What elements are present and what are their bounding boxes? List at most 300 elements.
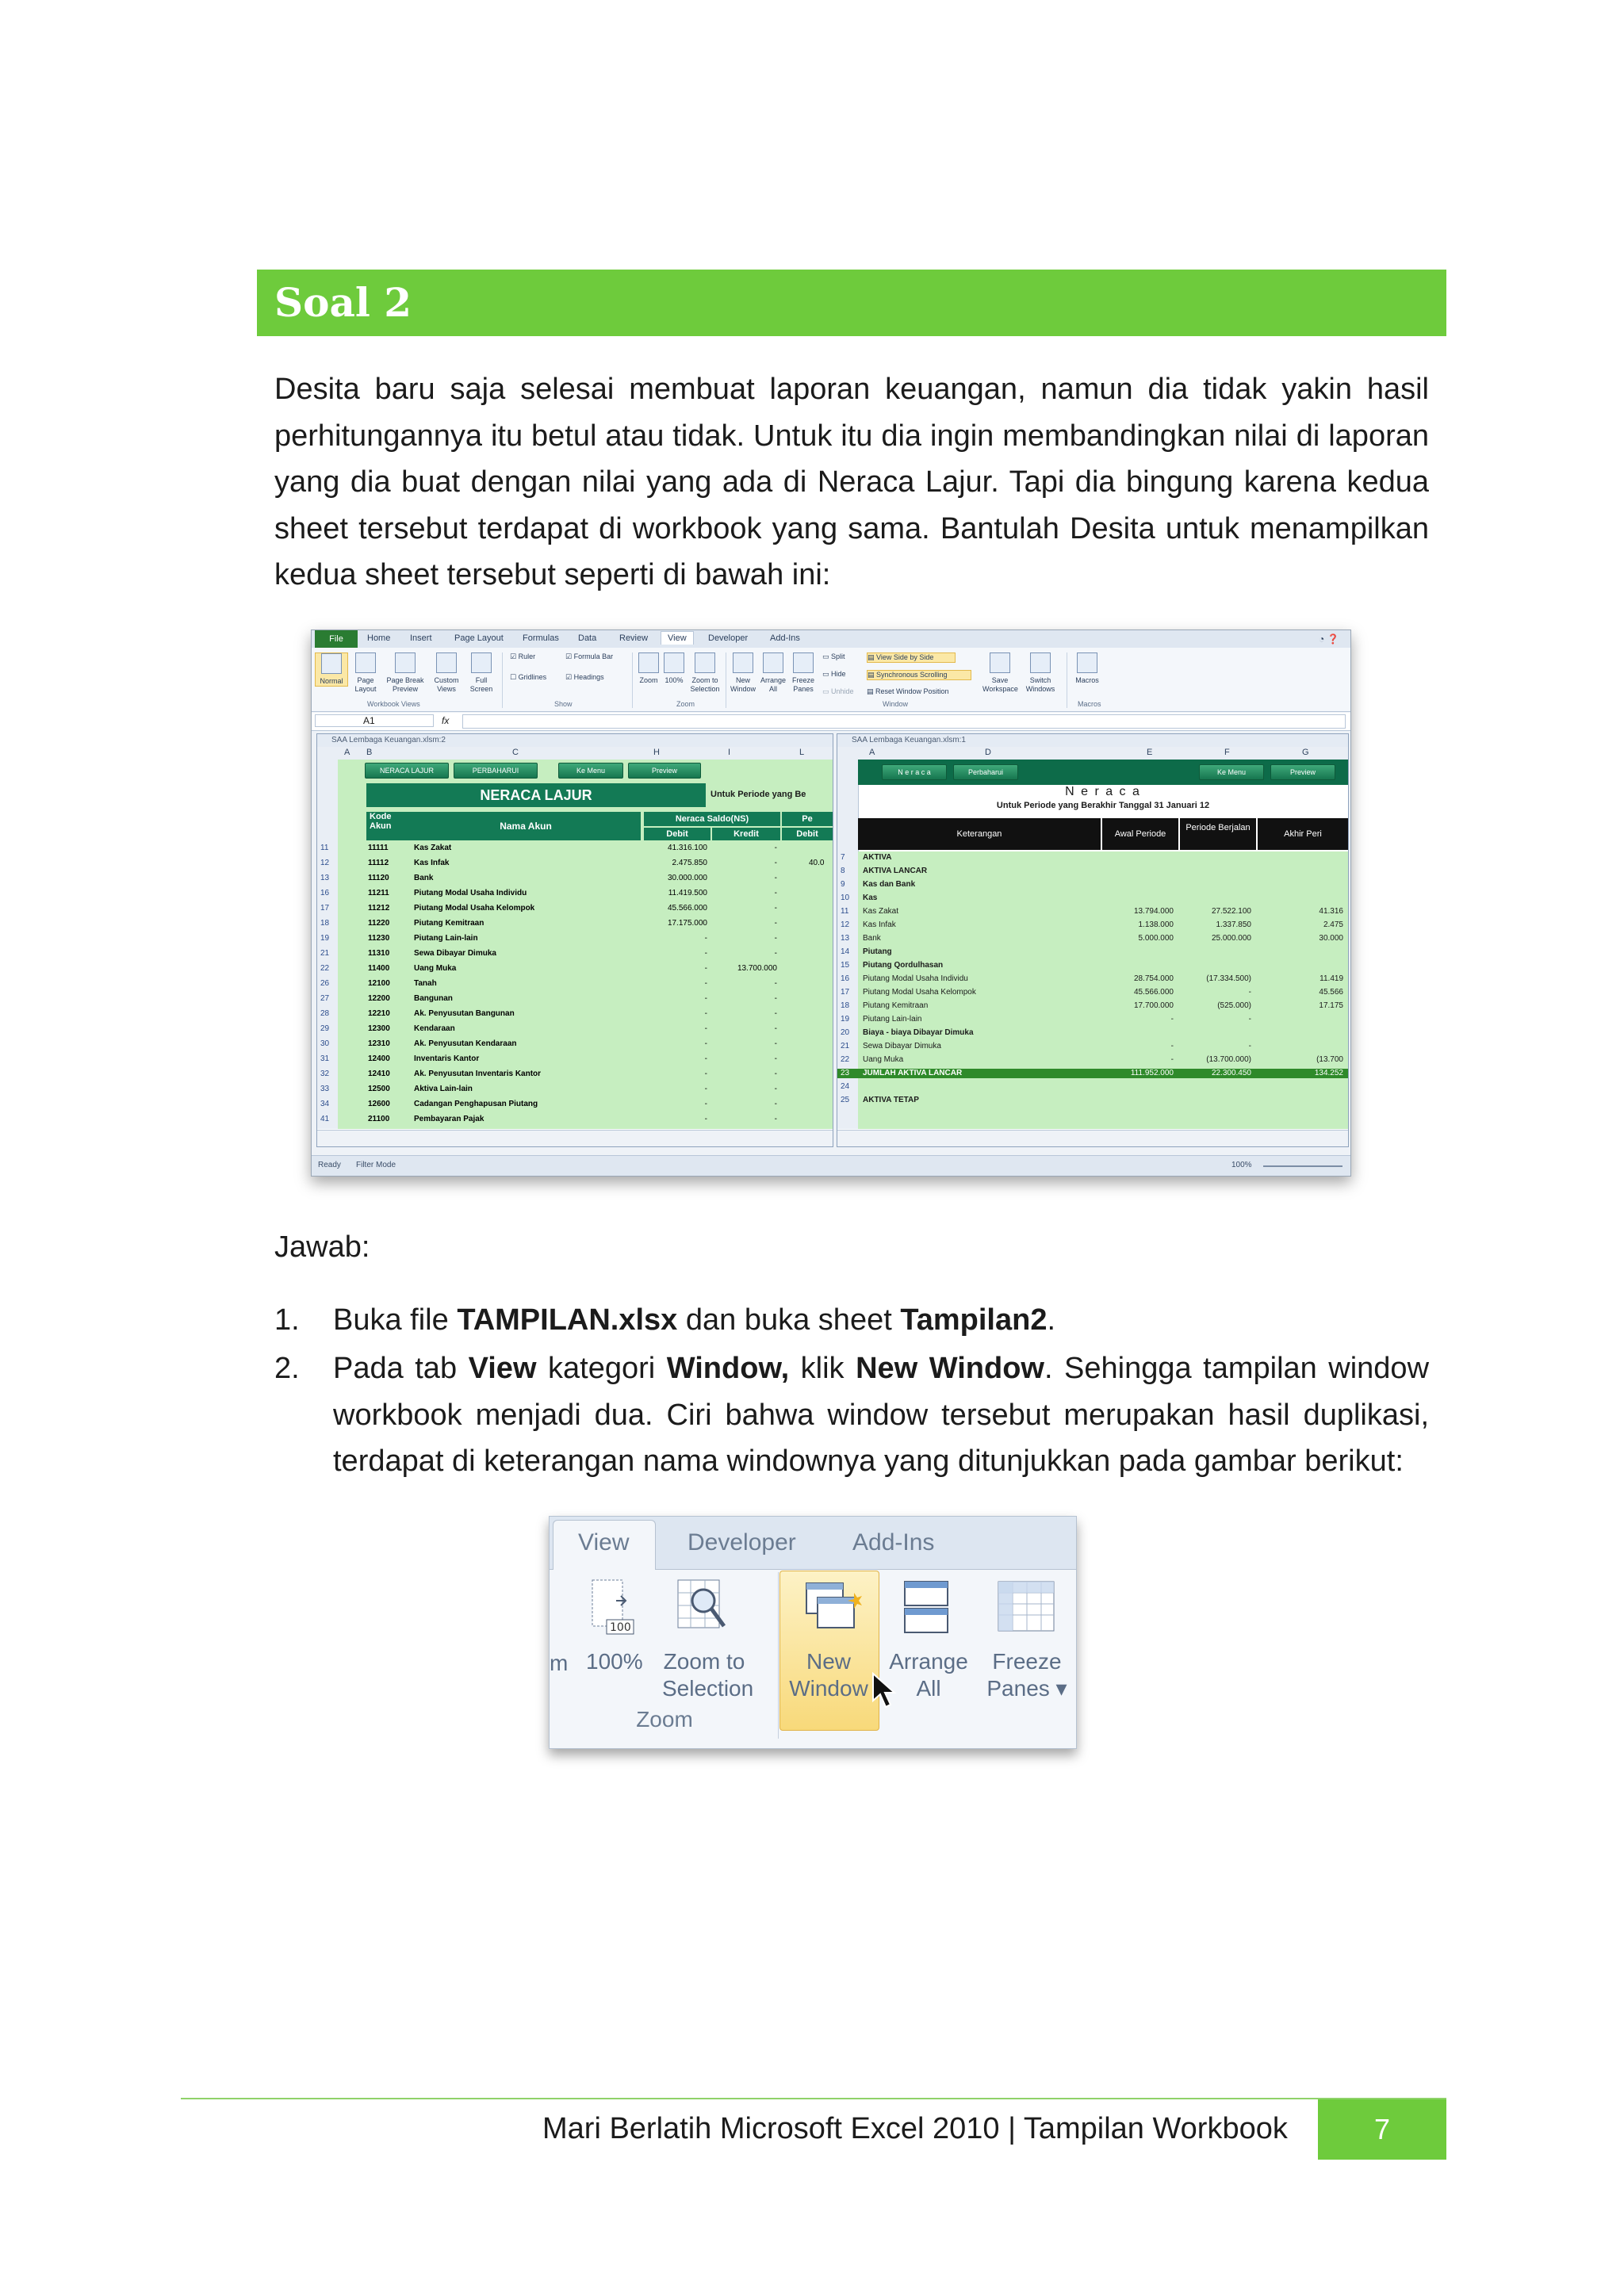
- cell-kode-akun: 12100: [368, 979, 390, 988]
- cell-kredit: -: [774, 844, 777, 852]
- cell-periode-berjalan: (525.000): [1217, 1001, 1251, 1010]
- normal-view-icon: [321, 653, 342, 674]
- cell-kredit: -: [774, 859, 777, 867]
- table-row[interactable]: [837, 988, 1348, 997]
- split-button[interactable]: ▭ Split: [822, 652, 845, 660]
- cell-kredit: -: [774, 1054, 777, 1063]
- cell-awal-periode: 17.700.000: [1133, 1001, 1174, 1010]
- zoom-to-selection-button[interactable]: Zoom to Selection: [688, 652, 722, 694]
- row-number: 8: [841, 867, 845, 875]
- zoom-icon: [638, 652, 659, 673]
- intro-text: Desita baru saja selesai membuat laporan keuangan, namun dia tidak yakin hasil perhitungannya itu betul atau tidak. Untuk itu dia ingin membandingkan nilai di laporan yang dia buat dengan nilai yang ada di Neraca Lajur. Tapi dia bingung karena kedua sheet tersebut terdapat di workbook yang sama. Bantulah Desita untuk menampilkan kedua sheet tersebut seperti di bawah ini:: [274, 373, 1429, 591]
- cell-awal-periode: -: [1170, 1015, 1174, 1024]
- freeze-panes-icon: [995, 1578, 1059, 1639]
- cell-kode-akun: 11120: [368, 874, 389, 882]
- right-column-headers: A D E F G: [837, 747, 1348, 760]
- cell-nama-akun: Piutang Lain-lain: [414, 934, 478, 943]
- synchronous-scrolling-button[interactable]: ▤ Synchronous Scrolling: [867, 670, 971, 680]
- full-screen-icon: [471, 652, 492, 673]
- zoom-100-button[interactable]: 100%: [662, 652, 686, 685]
- row-number: 34: [320, 1100, 330, 1108]
- row-number: 22: [320, 964, 330, 973]
- cell-debit: -: [704, 1054, 707, 1063]
- row-number: 22: [841, 1055, 850, 1064]
- full-screen-button[interactable]: Full Screen: [465, 652, 497, 694]
- table-row[interactable]: [317, 949, 833, 959]
- cell-kredit: -: [774, 1085, 777, 1093]
- row-number: 11: [841, 907, 849, 916]
- tab-view[interactable]: View: [661, 631, 694, 645]
- view-side-by-side-button[interactable]: ▤ View Side by Side: [867, 652, 956, 663]
- zoom-group-label: Zoom: [636, 1707, 693, 1732]
- cell-kode-akun: 21100: [368, 1115, 390, 1123]
- new-window-icon: [802, 1578, 865, 1637]
- row-number: 9: [841, 880, 845, 889]
- tab-page-layout[interactable]: Page Layout: [454, 633, 504, 643]
- table-row[interactable]: [837, 934, 1348, 943]
- cell-debit: -: [704, 1100, 707, 1108]
- cell-awal-periode: 1.138.000: [1138, 920, 1174, 929]
- neraca-title: N e r a c a: [1065, 785, 1141, 798]
- formula-bar-checkbox[interactable]: ☑ Formula Bar: [565, 652, 614, 660]
- cell-kode-akun: 12300: [368, 1024, 390, 1033]
- tab-add-ins[interactable]: Add-Ins: [770, 633, 800, 643]
- arrange-all-button[interactable]: Arrange All: [889, 1649, 968, 1701]
- row-number: 11: [320, 844, 329, 852]
- cell-debit: -: [704, 994, 707, 1003]
- cell-debit: -: [704, 1070, 707, 1078]
- perbaharui-button[interactable]: PERBAHARUI: [454, 763, 538, 779]
- table-row[interactable]: [317, 1054, 833, 1064]
- row-number: 10: [841, 894, 850, 902]
- cell-keterangan: AKTIVA LANCAR: [863, 867, 928, 875]
- table-row[interactable]: [317, 919, 833, 928]
- cell-kode-akun: 11220: [368, 919, 390, 928]
- preview-button[interactable]: Preview: [628, 763, 701, 779]
- closeup-tab-view[interactable]: View: [578, 1529, 630, 1556]
- ribbon-separator: [632, 652, 633, 708]
- cell-kredit: -: [774, 934, 777, 943]
- header-kode-akun: Kode Akun: [366, 812, 411, 840]
- table-row[interactable]: [837, 880, 1348, 890]
- cell-kredit: -: [774, 904, 777, 913]
- cell-debit: -: [704, 949, 707, 958]
- row-number: 31: [320, 1054, 330, 1063]
- freeze-panes-button[interactable]: Freeze Panes: [789, 652, 818, 694]
- table-row[interactable]: [317, 1009, 833, 1019]
- ruler-checkbox[interactable]: ☑ Ruler: [510, 652, 536, 660]
- cell-nama-akun: Ak. Penyusutan Kendaraan: [414, 1039, 517, 1048]
- step-2-number: 2.: [274, 1352, 300, 1385]
- cell-kode-akun: 11310: [368, 949, 390, 958]
- cell-debit: -: [704, 964, 707, 973]
- table-row[interactable]: [837, 1042, 1348, 1051]
- cell-awal-periode: 45.566.000: [1133, 988, 1174, 997]
- table-row[interactable]: [317, 904, 833, 913]
- cell-debit: -: [704, 1039, 707, 1048]
- ribbon-separator: [502, 652, 503, 708]
- group-window: Window: [883, 700, 909, 708]
- cell-kredit: -: [774, 1039, 777, 1048]
- excel-screenshot: [311, 629, 1351, 1177]
- status-ready: Ready: [318, 1161, 341, 1169]
- row-number: 23: [841, 1069, 850, 1077]
- table-row[interactable]: [317, 859, 833, 868]
- cell-debit: 2.475.850: [672, 859, 707, 867]
- cell-kode-akun: 11400: [368, 964, 390, 973]
- save-workspace-icon: [990, 652, 1010, 673]
- switch-windows-button[interactable]: Switch Windows: [1021, 652, 1060, 694]
- cell-nama-akun: Kas Infak: [414, 859, 450, 867]
- cell-debit: 11.419.500: [668, 889, 707, 897]
- zoom-button[interactable]: Zoom: [637, 652, 661, 685]
- formula-bar: [312, 713, 1350, 731]
- group-zoom: Zoom: [676, 700, 695, 708]
- row-number: 21: [320, 949, 330, 958]
- row-number: 12: [841, 920, 850, 929]
- header-pe: Pe: [782, 812, 833, 826]
- row-number: 20: [841, 1028, 850, 1037]
- cell-nama-akun: Kendaraan: [414, 1024, 455, 1033]
- tab-file[interactable]: File: [315, 630, 358, 648]
- left-period-label: Untuk Periode yang Be: [710, 790, 806, 799]
- cell-nama-akun: Bangunan: [414, 994, 453, 1003]
- cell-keterangan: Uang Muka: [863, 1055, 904, 1064]
- cell-kode-akun: 11111: [368, 844, 389, 852]
- table-row[interactable]: [837, 1082, 1348, 1092]
- cell-nama-akun: Aktiva Lain-lain: [414, 1085, 473, 1093]
- ribbon: [312, 648, 1350, 712]
- tab-review[interactable]: Review: [619, 633, 649, 643]
- cell-akhir-periode: 41.316: [1319, 907, 1343, 916]
- row-number: 17: [841, 988, 850, 997]
- table-row[interactable]: [837, 920, 1348, 930]
- row-number: 13: [841, 934, 850, 943]
- table-row[interactable]: [837, 867, 1348, 876]
- cell-kode-akun: 12500: [368, 1085, 390, 1093]
- help-icon[interactable]: ◔ ❓: [1319, 633, 1339, 645]
- table-row[interactable]: [837, 1055, 1348, 1065]
- cell-kode-akun: 11212: [368, 904, 390, 913]
- ke-menu-button[interactable]: Ke Menu: [1199, 764, 1264, 780]
- cell-kredit: -: [774, 1100, 777, 1108]
- table-row[interactable]: [837, 907, 1348, 916]
- macros-icon: [1077, 652, 1097, 673]
- row-number: 18: [841, 1001, 850, 1010]
- header-neraca-saldo: Neraca Saldo(NS): [644, 812, 780, 826]
- group-show: Show: [554, 700, 573, 708]
- header-keterangan: Keterangan: [858, 818, 1101, 850]
- cell-debit: 30.000.000: [667, 874, 707, 882]
- cell-periode-berjalan: -: [1248, 1015, 1251, 1024]
- zoom-to-selection-icon: [675, 1577, 730, 1640]
- zoom-to-selection-button[interactable]: Zoom to Selection: [662, 1649, 754, 1701]
- row-number: 32: [320, 1070, 330, 1078]
- cell-keterangan: Piutang: [863, 947, 892, 956]
- cell-keterangan: JUMLAH AKTIVA LANCAR: [863, 1069, 963, 1077]
- right-horizontal-scrollbar[interactable]: [837, 1130, 1348, 1146]
- cell-nama-akun: Piutang Kemitraan: [414, 919, 485, 928]
- neraca-lajur-button[interactable]: NERACA LAJUR: [365, 763, 449, 779]
- hide-button[interactable]: ▭ Hide: [822, 670, 846, 678]
- formula-input[interactable]: [462, 714, 1346, 729]
- page-number: 7: [1318, 2099, 1446, 2160]
- cell-akhir-periode: (13.700: [1316, 1055, 1343, 1064]
- cell-keterangan: AKTIVA: [863, 853, 892, 862]
- cell-awal-periode: 13.794.000: [1133, 907, 1174, 916]
- header-awal-periode: Awal Periode: [1102, 818, 1178, 850]
- new-window-button[interactable]: New Window: [729, 652, 757, 694]
- neraca-button[interactable]: N e r a c a: [882, 764, 947, 780]
- table-row[interactable]: [837, 1001, 1348, 1011]
- zoom-100-icon: [664, 652, 684, 673]
- cell-kredit: -: [774, 1024, 777, 1033]
- header-periode-berjalan: Periode Berjalan: [1180, 818, 1256, 850]
- freeze-panes-button[interactable]: Freeze Panes ▾: [986, 1649, 1067, 1701]
- table-row[interactable]: [317, 994, 833, 1004]
- row-number: 28: [320, 1009, 330, 1018]
- cell-periode-berjalan: (17.334.500): [1206, 974, 1251, 983]
- row-number: 33: [320, 1085, 330, 1093]
- ribbon-tabs: [312, 630, 1350, 649]
- cell-periode-berjalan: 1.337.850: [1216, 920, 1251, 929]
- save-workspace-button[interactable]: Save Workspace: [982, 652, 1017, 694]
- cell-debit: 41.316.100: [667, 844, 707, 852]
- cell-kode-akun: 12310: [368, 1039, 390, 1048]
- cell-keterangan: Piutang Kemitraan: [863, 1001, 929, 1010]
- table-row[interactable]: [837, 1069, 1348, 1078]
- cell-akhir-periode: 45.566: [1319, 988, 1343, 997]
- tab-home[interactable]: Home: [367, 633, 391, 643]
- fx-icon[interactable]: fx: [442, 715, 450, 726]
- cell-kredit: -: [774, 979, 777, 988]
- cell-kode-akun: 12210: [368, 1009, 390, 1018]
- cell-awal-periode: 28.754.000: [1133, 974, 1174, 983]
- cell-debit: -: [704, 1009, 707, 1018]
- cell-kredit: -: [774, 994, 777, 1003]
- cell-periode-berjalan: 25.000.000: [1211, 934, 1251, 943]
- row-number: 17: [320, 904, 330, 913]
- cell-awal-periode: 111.952.000: [1130, 1069, 1174, 1077]
- cell-keterangan: Piutang Modal Usaha Kelompok: [863, 988, 976, 997]
- cell-keterangan: Piutang Lain-lain: [863, 1015, 922, 1024]
- reset-window-position-button[interactable]: ▤ Reset Window Position: [867, 687, 949, 695]
- right-window-title[interactable]: SAA Lembaga Keuangan.xlsm:1: [837, 734, 1348, 747]
- zoom-100-icon: [589, 1577, 637, 1640]
- row-number: 25: [841, 1096, 850, 1104]
- tab-data[interactable]: Data: [578, 633, 597, 643]
- left-horizontal-scrollbar[interactable]: [317, 1130, 833, 1146]
- cell-kode-akun: 11230: [368, 934, 390, 943]
- cell-kode-akun: 12400: [368, 1054, 390, 1063]
- table-row[interactable]: [317, 1100, 833, 1109]
- cell-awal-periode: 5.000.000: [1138, 934, 1174, 943]
- cell-keterangan: Piutang Qordulhasan: [863, 961, 944, 970]
- cell-kode-akun: 12410: [368, 1070, 390, 1078]
- cell-keterangan: Kas Zakat: [863, 907, 899, 916]
- cell-nama-akun: Piutang Modal Usaha Individu: [414, 889, 527, 897]
- name-box[interactable]: A1: [315, 714, 434, 727]
- perbaharui-button[interactable]: Perbaharui: [953, 764, 1018, 780]
- table-row[interactable]: [837, 1028, 1348, 1038]
- cell-kredit: -: [774, 1115, 777, 1123]
- cell-debit: -: [704, 979, 707, 988]
- cell-debit: -: [704, 1024, 707, 1033]
- table-row[interactable]: [837, 853, 1348, 863]
- cell-nama-akun: Kas Zakat: [414, 844, 452, 852]
- cell-akhir-periode: 134.252: [1314, 1069, 1343, 1077]
- table-row[interactable]: [317, 979, 833, 989]
- tab-formulas[interactable]: Formulas: [523, 633, 559, 643]
- cell-keterangan: AKTIVA TETAP: [863, 1096, 919, 1104]
- step-1-number: 1.: [274, 1303, 300, 1337]
- section-heading: Soal 2: [274, 279, 412, 326]
- normal-view-button[interactable]: Normal: [315, 652, 348, 687]
- new-window-icon: [733, 652, 753, 673]
- closeup-tab-developer[interactable]: Developer: [688, 1529, 796, 1556]
- zoom-slider[interactable]: [1263, 1165, 1342, 1167]
- cell-periode-berjalan: (13.700.000): [1206, 1055, 1251, 1064]
- table-row[interactable]: [317, 964, 833, 974]
- intro-paragraph: [274, 366, 1429, 599]
- left-window-title[interactable]: SAA Lembaga Keuangan.xlsm:2: [317, 734, 833, 747]
- cell-kode-akun: 12600: [368, 1100, 390, 1108]
- cell-keterangan: Kas Infak: [863, 920, 896, 929]
- row-number: 16: [841, 974, 850, 983]
- row-number: 18: [320, 919, 330, 928]
- cell-extra: 40.0: [809, 859, 825, 867]
- jawab-label: Jawab:: [274, 1230, 370, 1264]
- custom-views-button[interactable]: Custom Views: [429, 652, 464, 694]
- row-number: 29: [320, 1024, 330, 1033]
- arrange-all-icon: [898, 1578, 954, 1639]
- cell-keterangan: Piutang Modal Usaha Individu: [863, 974, 968, 983]
- cell-debit: -: [704, 1085, 707, 1093]
- row-number: 14: [841, 947, 850, 956]
- table-row[interactable]: [317, 1070, 833, 1079]
- closeup-tab-add-ins[interactable]: Add-Ins: [852, 1529, 935, 1556]
- cell-kode-akun: 12200: [368, 994, 390, 1003]
- cell-kode-akun: 11112: [368, 859, 389, 867]
- cell-nama-akun: Tanah: [414, 979, 437, 988]
- new-window-button[interactable]: New Window: [789, 1649, 868, 1701]
- status-filter-mode: Filter Mode: [356, 1161, 396, 1169]
- header-debit: Debit: [644, 828, 710, 840]
- closeup-partial-label: m: [550, 1651, 569, 1675]
- group-workbook-views: Workbook Views: [367, 700, 420, 708]
- gridlines-checkbox[interactable]: ☐ Gridlines: [510, 673, 547, 681]
- cell-periode-berjalan: 22.300.450: [1211, 1069, 1251, 1077]
- row-number: 15: [841, 961, 850, 970]
- cell-nama-akun: Ak. Penyusutan Inventaris Kantor: [414, 1070, 542, 1078]
- table-row[interactable]: [837, 947, 1348, 957]
- row-number: 7: [841, 853, 845, 862]
- row-number: 19: [320, 934, 330, 943]
- cell-awal-periode: -: [1170, 1042, 1174, 1050]
- row-number: 21: [841, 1042, 850, 1050]
- page-layout-icon: [355, 652, 376, 673]
- cell-debit: 17.175.000: [667, 919, 707, 928]
- left-workbook-window[interactable]: [316, 733, 833, 1147]
- header-debit-2: Debit: [782, 828, 833, 840]
- unhide-button[interactable]: ▭ Unhide: [822, 687, 854, 695]
- cell-nama-akun: Piutang Modal Usaha Kelompok: [414, 904, 535, 913]
- cell-kode-akun: 11211: [368, 889, 389, 897]
- row-number: 30: [320, 1039, 330, 1048]
- cell-kredit: -: [774, 889, 777, 897]
- cell-kredit: -: [774, 1070, 777, 1078]
- macros-button[interactable]: Macros: [1071, 652, 1103, 685]
- cell-keterangan: Kas dan Bank: [863, 880, 916, 889]
- row-number: 26: [320, 979, 330, 988]
- cell-debit: 45.566.000: [667, 904, 707, 913]
- arrange-all-icon: [763, 652, 783, 673]
- cell-akhir-periode: 2.475: [1323, 920, 1343, 929]
- cell-periode-berjalan: 27.522.100: [1211, 907, 1251, 916]
- group-separator: [778, 1572, 779, 1739]
- status-bar: [312, 1155, 1350, 1177]
- header-akhir-periode: Akhir Peri: [1258, 818, 1348, 850]
- table-row[interactable]: [317, 1115, 833, 1124]
- cell-kredit: -: [774, 919, 777, 928]
- table-row[interactable]: [317, 1024, 833, 1034]
- cell-debit: -: [704, 1115, 707, 1123]
- table-row[interactable]: [837, 1015, 1348, 1024]
- cell-periode-berjalan: -: [1248, 988, 1251, 997]
- page-layout-button[interactable]: Page Layout: [350, 652, 381, 694]
- freeze-panes-icon: [793, 652, 814, 673]
- header-nama-akun: Nama Akun: [411, 812, 641, 840]
- table-row[interactable]: [317, 844, 833, 853]
- table-row[interactable]: [837, 894, 1348, 903]
- right-workbook-window[interactable]: [837, 733, 1349, 1147]
- tab-developer[interactable]: Developer: [708, 633, 749, 643]
- page-break-icon: [395, 652, 416, 673]
- table-row[interactable]: [317, 889, 833, 898]
- table-row[interactable]: [317, 1085, 833, 1094]
- row-number: 13: [320, 874, 330, 882]
- row-number: 41: [320, 1115, 330, 1123]
- table-row[interactable]: [317, 874, 833, 883]
- ke-menu-button[interactable]: Ke Menu: [558, 763, 623, 779]
- cell-keterangan: Kas: [863, 894, 878, 902]
- ribbon-closeup: [549, 1516, 1077, 1749]
- tab-insert[interactable]: Insert: [410, 633, 432, 643]
- zoom-level[interactable]: 100%: [1231, 1161, 1252, 1169]
- row-number: 19: [841, 1015, 850, 1024]
- arrange-all-button[interactable]: Arrange All: [759, 652, 787, 694]
- left-column-headers: A B C H I L: [317, 747, 833, 760]
- table-row[interactable]: [837, 961, 1348, 970]
- zoom-100-button[interactable]: 100%: [586, 1649, 643, 1674]
- svg-text:100: 100: [610, 1621, 631, 1634]
- table-row[interactable]: [317, 934, 833, 943]
- cell-nama-akun: Inventaris Kantor: [414, 1054, 480, 1063]
- step-1-text: Buka file TAMPILAN.xlsx dan buka sheet Tampilan2.: [333, 1303, 1056, 1337]
- cell-kredit: 13.700.000: [737, 964, 777, 973]
- row-number: 16: [320, 889, 330, 897]
- cell-debit: -: [704, 934, 707, 943]
- table-row[interactable]: [317, 1039, 833, 1049]
- custom-views-icon: [436, 652, 457, 673]
- headings-checkbox[interactable]: ☑ Headings: [565, 673, 604, 681]
- cell-nama-akun: Ak. Penyusutan Bangunan: [414, 1009, 515, 1018]
- cell-nama-akun: Cadangan Penghapusan Piutang: [414, 1100, 538, 1108]
- page-break-preview-button[interactable]: Page Break Preview: [383, 652, 427, 694]
- table-row[interactable]: [837, 1096, 1348, 1105]
- table-row[interactable]: [837, 974, 1348, 984]
- preview-button[interactable]: Preview: [1270, 764, 1335, 780]
